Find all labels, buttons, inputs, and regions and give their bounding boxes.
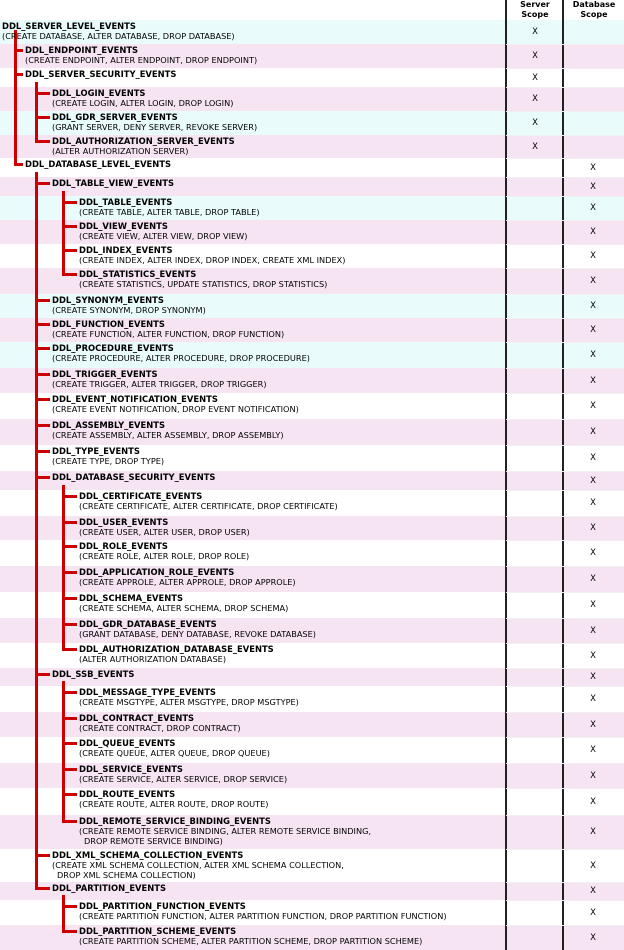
database-scope-mark: X [590,301,596,311]
row-divider [506,540,624,541]
database-scope-mark: X [590,376,596,386]
event-desc-ddl-role-events: (CREATE ROLE, ALTER ROLE, DROP ROLE) [79,551,250,561]
row-divider [506,471,624,472]
event-desc-ddl-application-role-events: (CREATE APPROLE, ALTER APPROLE, DROP APPROLE) [79,577,296,587]
event-desc-ddl-gdr-server-events: (GRANT SERVER, DENY SERVER, REVOKE SERVER) [52,122,258,132]
database-scope-mark: X [590,797,596,807]
tree-connector [14,49,23,52]
event-name-ddl-application-role-events: DDL_APPLICATION_ROLE_EVENTS [79,567,235,577]
tree-connector [62,793,77,796]
event-name-ddl-queue-events: DDL_QUEUE_EVENTS [79,738,176,748]
tree-connector [35,172,38,890]
tree-connector [62,895,65,933]
database-scope-mark: X [590,600,596,610]
event-name-ddl-role-events: DDL_ROLE_EVENTS [79,541,168,551]
event-desc-ddl-route-events: (CREATE ROUTE, ALTER ROUTE, DROP ROUTE) [79,799,269,809]
row-divider [506,294,624,295]
event-desc-ddl-schema-events: (CREATE SCHEMA, ALTER SCHEMA, DROP SCHEMA) [79,603,289,613]
database-scope-mark: X [590,861,596,871]
row-divider [506,220,624,221]
database-scope-mark: X [590,548,596,558]
event-name-ddl-synonym-events: DDL_SYNONYM_EVENTS [52,295,164,305]
database-scope-mark: X [590,163,596,173]
row-divider [506,668,624,669]
database-scope-mark: X [590,771,596,781]
event-desc-ddl-server-level-events: (CREATE DATABASE, ALTER DATABASE, DROP DATABASE) [2,31,235,41]
server-scope-header: Server Scope [520,0,550,19]
event-name-ddl-procedure-events: DDL_PROCEDURE_EVENTS [52,343,174,353]
event-desc-ddl-user-events: (CREATE USER, ALTER USER, DROP USER) [79,527,250,537]
tree-connector [62,768,77,771]
tree-connector [62,742,77,745]
event-desc-ddl-queue-events: (CREATE QUEUE, ALTER QUEUE, DROP QUEUE) [79,748,270,758]
database-scope-mark: X [590,720,596,730]
database-scope-mark: X [590,325,596,335]
event-name-ddl-index-events: DDL_INDEX_EVENTS [79,245,173,255]
tree-connector [35,424,50,427]
database-scope-mark: X [590,694,596,704]
event-desc-ddl-authorization-server-events: (ALTER AUTHORIZATION SERVER) [52,146,189,156]
database-scope-header: Database Scope [572,0,616,19]
tree-connector [35,887,50,890]
event-desc-cont-ddl-remote-service-binding-events: DROP REMOTE SERVICE BINDING) [84,836,223,846]
tree-connector [35,323,50,326]
row-divider [506,925,624,926]
tree-connector [35,347,50,350]
event-desc-ddl-contract-events: (CREATE CONTRACT, DROP CONTRACT) [79,723,241,733]
event-name-ddl-gdr-server-events: DDL_GDR_SERVER_EVENTS [52,112,178,122]
database-scope-mark: X [590,626,596,636]
database-scope-mark: X [590,401,596,411]
row-divider [506,643,624,644]
database-scope-mark: X [590,745,596,755]
tree-connector [62,648,77,651]
database-scope-mark: X [590,574,596,584]
database-scope-mark: X [590,672,596,682]
tree-connector [62,545,77,548]
tree-connector [62,249,77,252]
tree-connector [62,495,77,498]
tree-connector [62,623,77,626]
tree-connector [35,182,50,185]
event-name-ddl-function-events: DDL_FUNCTION_EVENTS [52,319,165,329]
event-desc-ddl-trigger-events: (CREATE TRIGGER, ALTER TRIGGER, DROP TRIGGER) [52,379,267,389]
tree-connector [62,691,77,694]
database-scope-mark: X [590,182,596,192]
event-name-ddl-trigger-events: DDL_TRIGGER_EVENTS [52,369,158,379]
row-divider [506,68,624,69]
database-scope-mark: X [590,227,596,237]
row-divider [506,849,624,850]
event-name-ddl-database-level-events: DDL_DATABASE_LEVEL_EVENTS [25,159,172,169]
tree-connector [62,273,77,276]
event-name-ddl-ssb-events: DDL_SSB_EVENTS [52,669,135,679]
row-divider [506,87,624,88]
tree-connector [62,571,77,574]
tree-connector [62,681,65,823]
event-desc-ddl-login-events: (CREATE LOGIN, ALTER LOGIN, DROP LOGIN) [52,98,234,108]
tree-connector [14,163,23,166]
event-desc-ddl-partition-function-events: (CREATE PARTITION FUNCTION, ALTER PARTITION FUNCTION, DROP PARTITION FUNCTION) [79,911,447,921]
server-scope-mark: X [532,142,538,152]
tree-connector [35,92,50,95]
event-desc-ddl-gdr-database-events: (GRANT DATABASE, DENY DATABASE, REVOKE DATABASE) [79,629,316,639]
tree-connector [62,597,77,600]
row-divider [506,737,624,738]
row-divider [506,445,624,446]
database-scope-mark: X [590,251,596,261]
event-name-ddl-partition-scheme-events: DDL_PARTITION_SCHEME_EVENTS [79,926,237,936]
event-name-ddl-user-events: DDL_USER_EVENTS [79,517,169,527]
database-scope-mark: X [590,886,596,896]
row-divider [506,393,624,394]
tree-connector [35,116,50,119]
event-name-ddl-remote-service-binding-events: DDL_REMOTE_SERVICE_BINDING_EVENTS [79,816,271,826]
event-name-ddl-partition-events: DDL_PARTITION_EVENTS [52,883,167,893]
event-name-ddl-table-view-events: DDL_TABLE_VIEW_EVENTS [52,178,175,188]
database-scope-mark: X [590,476,596,486]
event-name-ddl-xml-schema-collection-events: DDL_XML_SCHEMA_COLLECTION_EVENTS [52,850,244,860]
row-divider [506,318,624,319]
event-name-ddl-statistics-events: DDL_STATISTICS_EVENTS [79,269,197,279]
event-name-ddl-message-type-events: DDL_MESSAGE_TYPE_EVENTS [79,687,216,697]
tree-connector [35,673,50,676]
server-scope-mark: X [532,73,538,83]
row-divider [506,788,624,789]
column-divider [505,0,507,950]
row-divider [506,111,624,112]
event-name-ddl-schema-events: DDL_SCHEMA_EVENTS [79,593,184,603]
row-divider [506,686,624,687]
database-scope-mark: X [590,827,596,837]
event-name-ddl-login-events: DDL_LOGIN_EVENTS [52,88,146,98]
tree-connector [62,905,77,908]
event-desc-ddl-message-type-events: (CREATE MSGTYPE, ALTER MSGTYPE, DROP MSGTYPE) [79,697,299,707]
event-name-ddl-server-level-events: DDL_SERVER_LEVEL_EVENTS [2,21,136,31]
event-desc-ddl-type-events: (CREATE TYPE, DROP TYPE) [52,456,165,466]
database-scope-mark: X [590,350,596,360]
tree-connector [35,476,50,479]
database-scope-mark: X [590,933,596,943]
row-divider [506,763,624,764]
event-desc-ddl-partition-scheme-events: (CREATE PARTITION SCHEME, ALTER PARTITION SCHEME, DROP PARTITION SCHEME) [79,936,423,946]
event-name-ddl-table-events: DDL_TABLE_EVENTS [79,197,173,207]
tree-connector [62,225,77,228]
row-divider [506,490,624,491]
server-scope-mark: X [532,27,538,37]
database-scope-mark: X [590,203,596,213]
row-divider [506,592,624,593]
server-scope-mark: X [532,94,538,104]
row-divider [506,618,624,619]
tree-connector [35,373,50,376]
tree-connector [35,450,50,453]
event-desc-ddl-remote-service-binding-events: (CREATE REMOTE SERVICE BINDING, ALTER REMOTE SERVICE BINDING, [79,826,372,836]
database-scope-mark: X [590,427,596,437]
tree-connector [62,521,77,524]
tree-connector [62,820,77,823]
tree-connector [35,299,50,302]
database-scope-mark: X [590,523,596,533]
row-divider [506,368,624,369]
event-name-ddl-certificate-events: DDL_CERTIFICATE_EVENTS [79,491,203,501]
event-desc-ddl-view-events: (CREATE VIEW, ALTER VIEW, DROP VIEW) [79,231,248,241]
row-divider [506,342,624,343]
event-name-ddl-assembly-events: DDL_ASSEMBLY_EVENTS [52,420,165,430]
event-desc-ddl-endpoint-events: (CREATE ENDPOINT, ALTER ENDPOINT, DROP ENDPOINT) [25,55,258,65]
tree-connector [14,73,23,76]
tree-connector [62,717,77,720]
row-divider [506,244,624,245]
event-desc-ddl-index-events: (CREATE INDEX, ALTER INDEX, DROP INDEX, CREATE XML INDEX) [79,255,346,265]
database-scope-mark: X [590,651,596,661]
tree-connector [62,201,77,204]
server-scope-mark: X [532,51,538,61]
event-desc-ddl-certificate-events: (CREATE CERTIFICATE, ALTER CERTIFICATE, DROP CERTIFICATE) [79,501,338,511]
database-scope-mark: X [590,498,596,508]
row-divider [506,196,624,197]
row-divider [506,158,624,159]
tree-connector [35,398,50,401]
event-desc-ddl-event-notification-events: (CREATE EVENT NOTIFICATION, DROP EVENT NOTIFICATION) [52,404,299,414]
event-name-ddl-authorization-server-events: DDL_AUTHORIZATION_SERVER_EVENTS [52,136,235,146]
event-desc-ddl-function-events: (CREATE FUNCTION, ALTER FUNCTION, DROP FUNCTION) [52,329,285,339]
row-divider [506,882,624,883]
tree-connector [35,140,50,143]
event-desc-ddl-authorization-database-events: (ALTER AUTHORIZATION DATABASE) [79,654,227,664]
event-desc-ddl-xml-schema-collection-events: (CREATE XML SCHEMA COLLECTION, ALTER XML SCHEMA COLLECTION, [52,860,344,870]
server-scope-mark: X [532,118,538,128]
event-name-ddl-partition-function-events: DDL_PARTITION_FUNCTION_EVENTS [79,901,246,911]
event-name-ddl-type-events: DDL_TYPE_EVENTS [52,446,140,456]
event-name-ddl-service-events: DDL_SERVICE_EVENTS [79,764,183,774]
row-divider [506,566,624,567]
row-divider [506,268,624,269]
event-name-ddl-view-events: DDL_VIEW_EVENTS [79,221,168,231]
event-desc-ddl-assembly-events: (CREATE ASSEMBLY, ALTER ASSEMBLY, DROP ASSEMBLY) [52,430,284,440]
database-scope-mark: X [590,453,596,463]
row-divider [506,177,624,178]
event-desc-ddl-service-events: (CREATE SERVICE, ALTER SERVICE, DROP SERVICE) [79,774,288,784]
event-name-ddl-database-security-events: DDL_DATABASE_SECURITY_EVENTS [52,472,216,482]
row-divider [506,516,624,517]
event-name-ddl-gdr-database-events: DDL_GDR_DATABASE_EVENTS [79,619,217,629]
tree-connector [35,854,50,857]
database-scope-mark: X [590,276,596,286]
row-divider [506,419,624,420]
row-divider [506,900,624,901]
column-divider [562,0,564,950]
event-desc-ddl-synonym-events: (CREATE SYNONYM, DROP SYNONYM) [52,305,206,315]
event-name-ddl-contract-events: DDL_CONTRACT_EVENTS [79,713,195,723]
event-desc-ddl-table-events: (CREATE TABLE, ALTER TABLE, DROP TABLE) [79,207,260,217]
tree-connector [62,930,77,933]
event-name-ddl-endpoint-events: DDL_ENDPOINT_EVENTS [25,45,139,55]
event-name-ddl-server-security-events: DDL_SERVER_SECURITY_EVENTS [25,69,177,79]
row-divider [506,135,624,136]
row-divider [506,44,624,45]
event-name-ddl-route-events: DDL_ROUTE_EVENTS [79,789,176,799]
database-scope-mark: X [590,908,596,918]
row-divider [506,815,624,816]
event-desc-ddl-statistics-events: (CREATE STATISTICS, UPDATE STATISTICS, DROP STATISTICS) [79,279,328,289]
tree-connector [62,485,65,651]
event-name-ddl-event-notification-events: DDL_EVENT_NOTIFICATION_EVENTS [52,394,218,404]
row-divider [506,712,624,713]
event-name-ddl-authorization-database-events: DDL_AUTHORIZATION_DATABASE_EVENTS [79,644,274,654]
event-desc-cont-ddl-xml-schema-collection-events: DROP XML SCHEMA COLLECTION) [57,870,196,880]
event-desc-ddl-procedure-events: (CREATE PROCEDURE, ALTER PROCEDURE, DROP PROCEDURE) [52,353,310,363]
